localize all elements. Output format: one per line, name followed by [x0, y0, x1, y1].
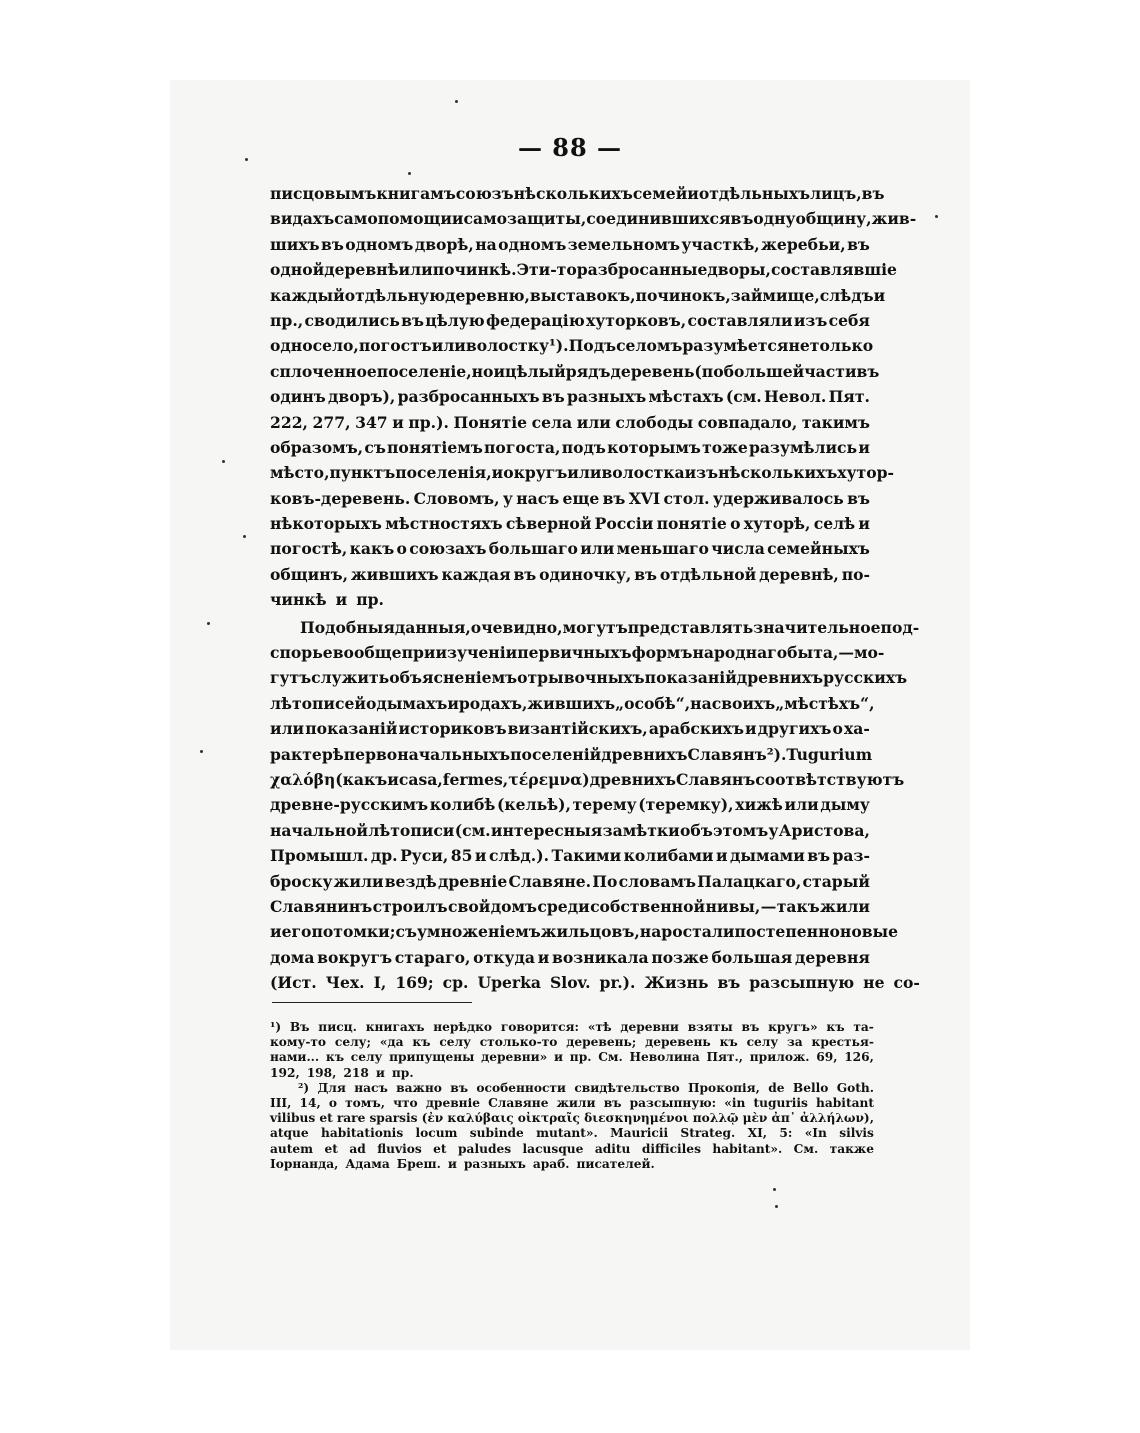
- scan-speck: [773, 1188, 776, 1191]
- footnote-line: Іорнанда, Адама Бреш. и разныхъ араб. писателей.: [270, 1156, 655, 1171]
- text-line: или показаній историковъ византійскихъ, арабскихъ и другихъ о ха-: [270, 719, 870, 739]
- text-line: погостѣ, какъ о союзахъ большаго или меньшаго числа семейныхъ: [270, 539, 870, 559]
- text-line: (Ист. Чех. I, 169; ср. Uperka Slov. pr.). Жизнь въ разсыпную не со-: [270, 973, 920, 993]
- footnotes: [270, 1020, 874, 1172]
- text-line: сплоченное поселеніе, но и цѣлый рядъ деревень (по большей части въ: [270, 361, 880, 381]
- page-number: — 88 —: [517, 133, 623, 162]
- text-line: мѣсто, пунктъ поселенія, и округъ или волостка изъ нѣсколькихъ хутор-: [270, 463, 894, 483]
- footnote-line: III, 14, о томъ, что древніе Славяне жили въ разсыпную: «in tuguriis habitant: [270, 1095, 874, 1110]
- text-line: гутъ служить объясненіемъ отрывочныхъ показаній древнихъ русскихъ: [270, 668, 908, 688]
- text-line: образомъ, съ понятіемъ погоста, подъ которымъ тоже разумѣлись и: [270, 437, 870, 457]
- scan-speck: [222, 460, 225, 463]
- main-text: [270, 181, 920, 996]
- text-line: и его потомки; съ умноженіемъ жильцовъ, наростали постепенно новые: [270, 922, 899, 942]
- text-line: лѣтописей о дымахъ и родахъ, жившихъ „особѣ“, на своихъ „мѣстѣхъ“,: [270, 693, 875, 713]
- text-line: рактерѣ первоначальныхъ поселеній древнихъ Славянъ ²). Tugurium: [270, 744, 873, 764]
- scan-speck: [455, 100, 458, 103]
- footnote-line: нами... къ селу припущены деревни» и пр. См. Неволина Пят., прилож. 69, 126,: [270, 1050, 874, 1065]
- text-line: спорье вообще при изученіи первичныхъ формъ народнаго быта, — мо-: [270, 643, 885, 663]
- scan-speck: [245, 158, 248, 161]
- footnote-line: vilibus et rare sparsis (ἐν καλύβαις οἰκτραῖς διεσκηνημένοι πολλῷ μὲν ἀπ᾽ ἀλλήλων),: [270, 1111, 874, 1126]
- text-line: Промышл. др. Руси, 85 и слѣд.). Такими колибами и дымами въ раз-: [270, 846, 870, 866]
- text-line: ковъ-деревень. Словомъ, у насъ еще въ XVI стол. удерживалось въ: [270, 488, 870, 508]
- text-line: дома вокругъ стараго, откуда и возникала позже большая деревня: [270, 947, 870, 967]
- text-line: писцовымъ книгамъ союзъ нѣсколькихъ семей и отдѣльныхъ лицъ, въ: [270, 184, 885, 203]
- text-line: одинъ дворъ), разбросанныхъ въ разныхъ мѣстахъ (см. Невол. Пят.: [270, 387, 870, 407]
- scan-speck: [243, 535, 246, 538]
- text-line: одно село, погостъ или волостку ¹). Подъ селомъ разумѣется не только: [270, 336, 874, 356]
- footnote-line: ¹) Въ писц. книгахъ нерѣдко говорится: «тѣ деревни взяты въ кругъ» къ та-: [270, 1020, 874, 1034]
- text-line: χαλόβη (какъ и casa, fermes, τέρεμνα) древнихъ Славянъ соотвѣтствуютъ: [270, 769, 905, 789]
- text-line: пр., сводились въ цѣлую федерацію хуторковъ, составляли изъ себя: [270, 310, 870, 330]
- footnote-divider: [272, 1002, 472, 1003]
- text-line: каждый отдѣльную деревню, выставокъ, починокъ, займище, слѣдъ и: [270, 285, 886, 305]
- footnote-line: autem et ad fluvios et paludes lacusque aditu difficiles habitant». См. также: [270, 1141, 874, 1156]
- scan-speck: [408, 172, 411, 175]
- text-line: чинкѣ и пр.: [270, 590, 384, 610]
- footnote-line: atque habitationis locum subinde mutant». Mauricii Strateg. XI, 5: «In silvis: [270, 1126, 874, 1141]
- text-line: начальной лѣтописи (см. интересныя замѣтки объ этомъ у Аристова,: [270, 820, 870, 840]
- text-line: Славянинъ строилъ свой домъ среди собственной нивы, — такъ жили: [270, 896, 870, 916]
- text-line: 222, 277, 347 и пр.). Понятіе села или слободы совпадало, такимъ: [270, 412, 870, 432]
- footnote-line: 192, 198, 218 и пр.: [270, 1065, 414, 1080]
- text-line: видахъ самопомощи и самозащиты, соединившихся въ одну общину, жив-: [270, 209, 917, 229]
- scan-speck: [935, 215, 938, 218]
- text-line: общинъ, жившихъ каждая въ одиночку, въ отдѣльной деревнѣ, по-: [270, 564, 870, 584]
- footnote-line: кому-то селу; «да къ селу столько-то деревень; деревень къ селу за крестья-: [270, 1035, 874, 1050]
- scan-speck: [775, 1205, 778, 1208]
- text-line: Подобныя данныя, очевидно, могутъ представлять значительное под-: [300, 617, 920, 637]
- text-line: нѣкоторыхъ мѣстностяхъ сѣверной Россіи понятіе о хуторѣ, селѣ и: [270, 514, 870, 534]
- footnote-line: ²) Для насъ важно въ особенности свидѣтельство Прокопія, de Bello Goth.: [298, 1080, 874, 1095]
- text-line: одной деревнѣ или починкѣ. Эти-то разбросанные дворы, составлявшіе: [270, 260, 897, 280]
- scan-speck: [200, 750, 203, 753]
- text-line: броску жили вездѣ древніе Славяне. По словамъ Палацкаго, старый: [270, 871, 870, 891]
- scan-speck: [207, 622, 210, 625]
- text-line: древне-русскимъ колибѣ (кельѣ), терему (теремку), хижѣ или дыму: [270, 795, 870, 815]
- text-line: шихъ въ одномъ дворѣ, на одномъ земельномъ участкѣ, жеребьи, въ: [270, 234, 870, 254]
